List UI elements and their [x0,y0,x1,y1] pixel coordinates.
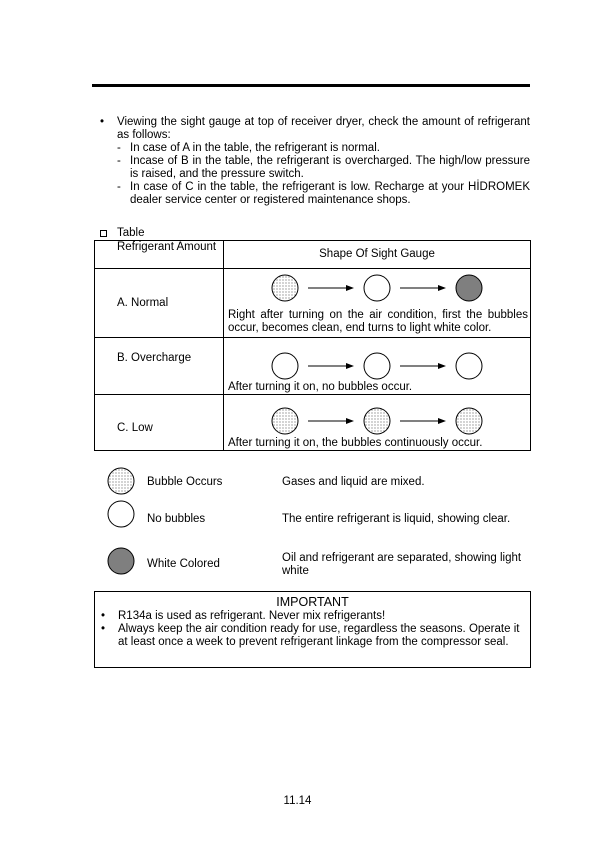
checkbox-square-icon [100,230,107,237]
table-row [95,269,531,338]
bullet: • [101,623,106,635]
dash: - [117,181,121,193]
row-description-overcharge: After turning it on, no bubbles occur. [228,381,413,393]
legend-icon [106,546,136,580]
row-description-low: After turning it on, the bubbles continuously occur. [228,437,483,449]
legend-icon [106,466,136,500]
important-title: IMPORTANT [276,595,349,609]
arrow-right-icon [400,361,446,371]
row-label-overcharge: B. Overcharge [117,352,192,364]
dash: - [117,155,121,167]
page-number: 11.14 [283,795,312,807]
row-label-low: C. Low [117,422,153,434]
white-gauge-icon [106,546,136,576]
table-row [95,338,531,395]
arrow-right-icon [308,416,354,426]
intro-item-c: In case of C in the table, the refrigerant is low. Recharge at your HİDROMEK dealer service center or registered maintenance shops. [130,181,530,206]
important-box [94,591,531,668]
arrow-right-icon [400,283,446,293]
clear-gauge-icon [106,499,136,529]
legend-desc-bubble: Gases and liquid are mixed. [282,476,425,488]
row-label-normal: A. Normal [117,297,169,309]
clear-gauge-icon [362,273,392,303]
header-shape-of-sight-gauge: Shape Of Sight Gauge [224,241,531,269]
legend-row-bubble [106,466,136,500]
important-item-2: Always keep the air condition ready for use, regardless the seasons. Operate it at least once a week to prevent refrigerant linkage from the compressor seal. [118,623,520,648]
white-gauge-icon [454,273,484,303]
clear-gauge-icon [362,351,392,381]
table-label [100,227,145,240]
legend-name-white: White Colored [147,558,220,570]
legend-row-clear [106,499,136,533]
intro-item-b: Incase of B in the table, the refrigerant is overcharged. The high/low pressure is raised, and the pressure switch. [130,155,530,180]
bubble-gauge-icon [270,406,300,436]
arrow-right-icon [308,283,354,293]
legend-desc-clear: The entire refrigerant is liquid, showing clear. [282,513,511,525]
gauge-sequence [224,406,530,436]
legend-desc-white: Oil and refrigerant are separated, showing light white [282,552,522,577]
table-header-row [95,241,531,269]
gauge-sequence [224,351,530,381]
legend-name-clear: No bubbles [147,513,206,525]
clear-gauge-icon [454,351,484,381]
legend-name-bubble: Bubble Occurs [147,476,223,488]
intro-item-a: In case of A in the table, the refrigerant is normal. [130,142,380,154]
header-refrigerant-amount: Refrigerant Amount [95,241,224,269]
arrow-right-icon [308,361,354,371]
bubble-gauge-icon [270,273,300,303]
bubble-gauge-icon [106,466,136,496]
bubble-gauge-icon [362,406,392,436]
dash: - [117,142,121,154]
bubble-gauge-icon [454,406,484,436]
top-rule [92,84,530,87]
sight-gauge-table [94,240,531,451]
important-item-1: R134a is used as refrigerant. Never mix refrigerants! [118,610,386,622]
bullet: • [101,610,106,622]
legend-row-white [106,546,136,580]
gauge-sequence [224,273,530,303]
clear-gauge-icon [270,351,300,381]
table-row [95,395,531,451]
legend-icon [106,499,136,533]
intro-section [100,116,530,207]
arrow-right-icon [400,416,446,426]
table-label-text: Table [117,227,145,239]
intro-lead: Viewing the sight gauge at top of receiver dryer, check the amount of refrigerant as follows: [117,116,530,141]
row-description-normal: Right after turning on the air condition, first the bubbles occur, becomes clean, end turns to light white color. [228,309,528,334]
bullet: • [100,116,105,128]
